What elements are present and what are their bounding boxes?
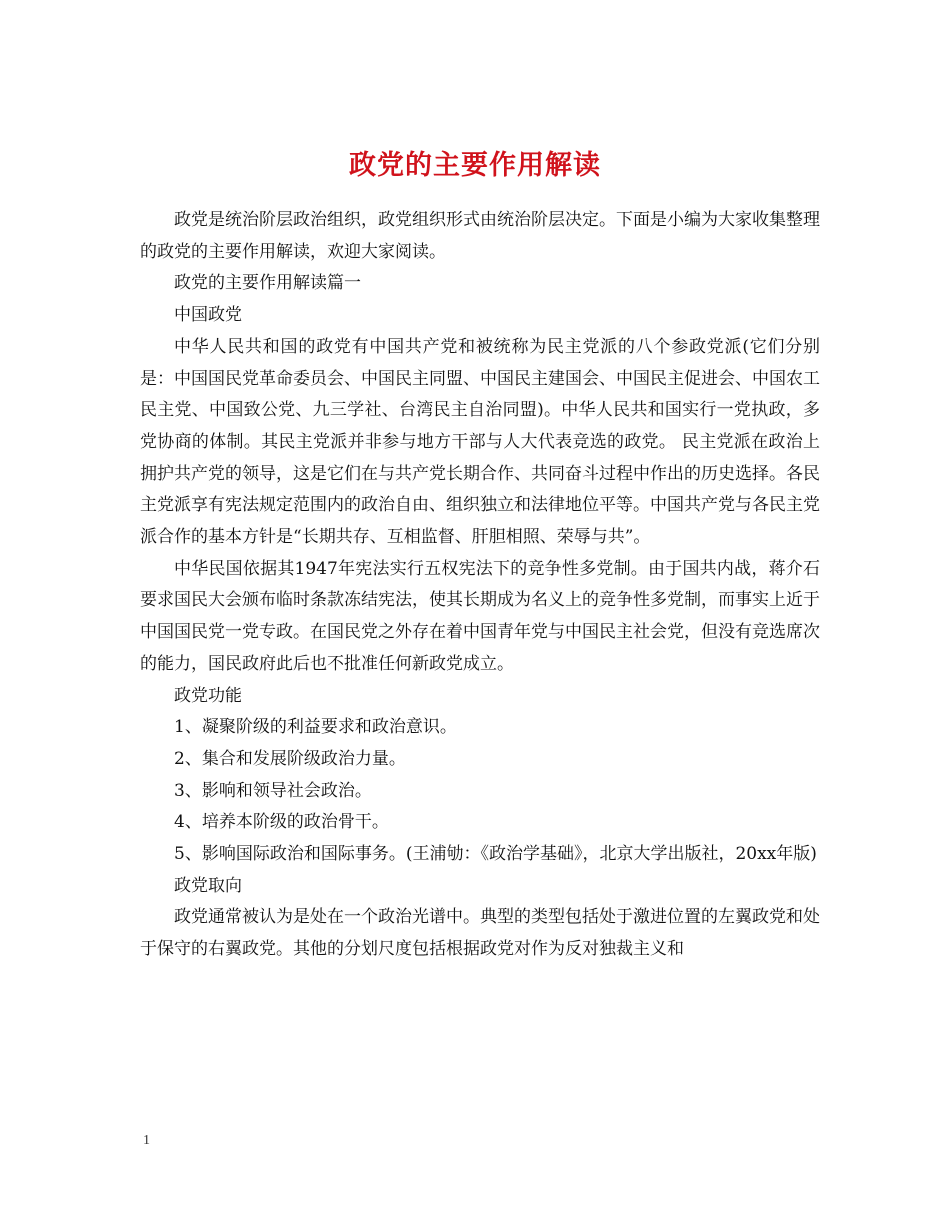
paragraph-political-spectrum: 政党通常被认为是处在一个政治光谱中。典型的类型包括处于激进位置的左翼政党和处于保守的右翼政党。其他的分划尺度包括根据政党对作为反对独裁主义和 xyxy=(140,907,820,960)
list-item-function-1: 1、凝聚阶级的利益要求和政治意识。 xyxy=(174,717,457,738)
subheading-party-orientation: 政党取向 xyxy=(174,875,242,896)
section-heading-part-one: 政党的主要作用解读篇一 xyxy=(174,273,361,294)
document-body xyxy=(140,205,820,966)
subheading-chinese-parties: 中国政党 xyxy=(174,305,242,326)
list-item-function-4: 4、培养本阶级的政治骨干。 xyxy=(174,812,389,833)
list-item-function-2: 2、集合和发展阶级政治力量。 xyxy=(174,748,406,769)
subheading-party-functions: 政党功能 xyxy=(174,685,242,706)
list-item-function-5: 5、影响国际政治和国际事务。(王浦劬：《政治学基础》，北京大学出版社，20xx年版) xyxy=(174,844,817,865)
paragraph-roc-parties: 中华民国依据其1947年宪法实行五权宪法下的竞争性多党制。由于国共内战，蒋介石要求国民大会颁布临时条款冻结宪法，使其长期成为名义上的竞争性多党制，而事实上近于中国国民党一党专政。在国民党之外存在着中国青年党与中国民主社会党，但没有竞选席次的能力，国民政府此后也不批准任何新政党成立。 xyxy=(140,558,820,674)
list-item-function-3: 3、影响和领导社会政治。 xyxy=(174,780,372,801)
paragraph-prc-parties: 中华人民共和国的政党有中国共产党和被统称为民主党派的八个参政党派(它们分别是：中国国民党革命委员会、中国民主同盟、中国民主建国会、中国民主促进会、中国农工民主党、中国致公党、九三学社、台湾民主自治同盟)。中华人民共和国实行一党执政，多党协商的体制。其民主党派并非参与地方干部与人大代表竞选的政党。 民主党派在政治上拥护共产党的领导，这是它们在与共产党长期合作、共同奋斗过程中作出的历史选择。各民主党派享有宪法规定范围内的政治自由、组织独立和法律地位平等。中国共产党与各民主党派合作的基本方针是“长期共存、互相监督、肝胆相照、荣辱与共”。 xyxy=(140,336,820,548)
paragraph-intro: 政党是统治阶层政治组织，政党组织形式由统治阶层决定。下面是小编为大家收集整理的政党的主要作用解读，欢迎大家阅读。 xyxy=(140,210,820,262)
document-title: 政党的主要作用解读 xyxy=(349,150,601,182)
page-number: 1 xyxy=(143,1133,150,1148)
